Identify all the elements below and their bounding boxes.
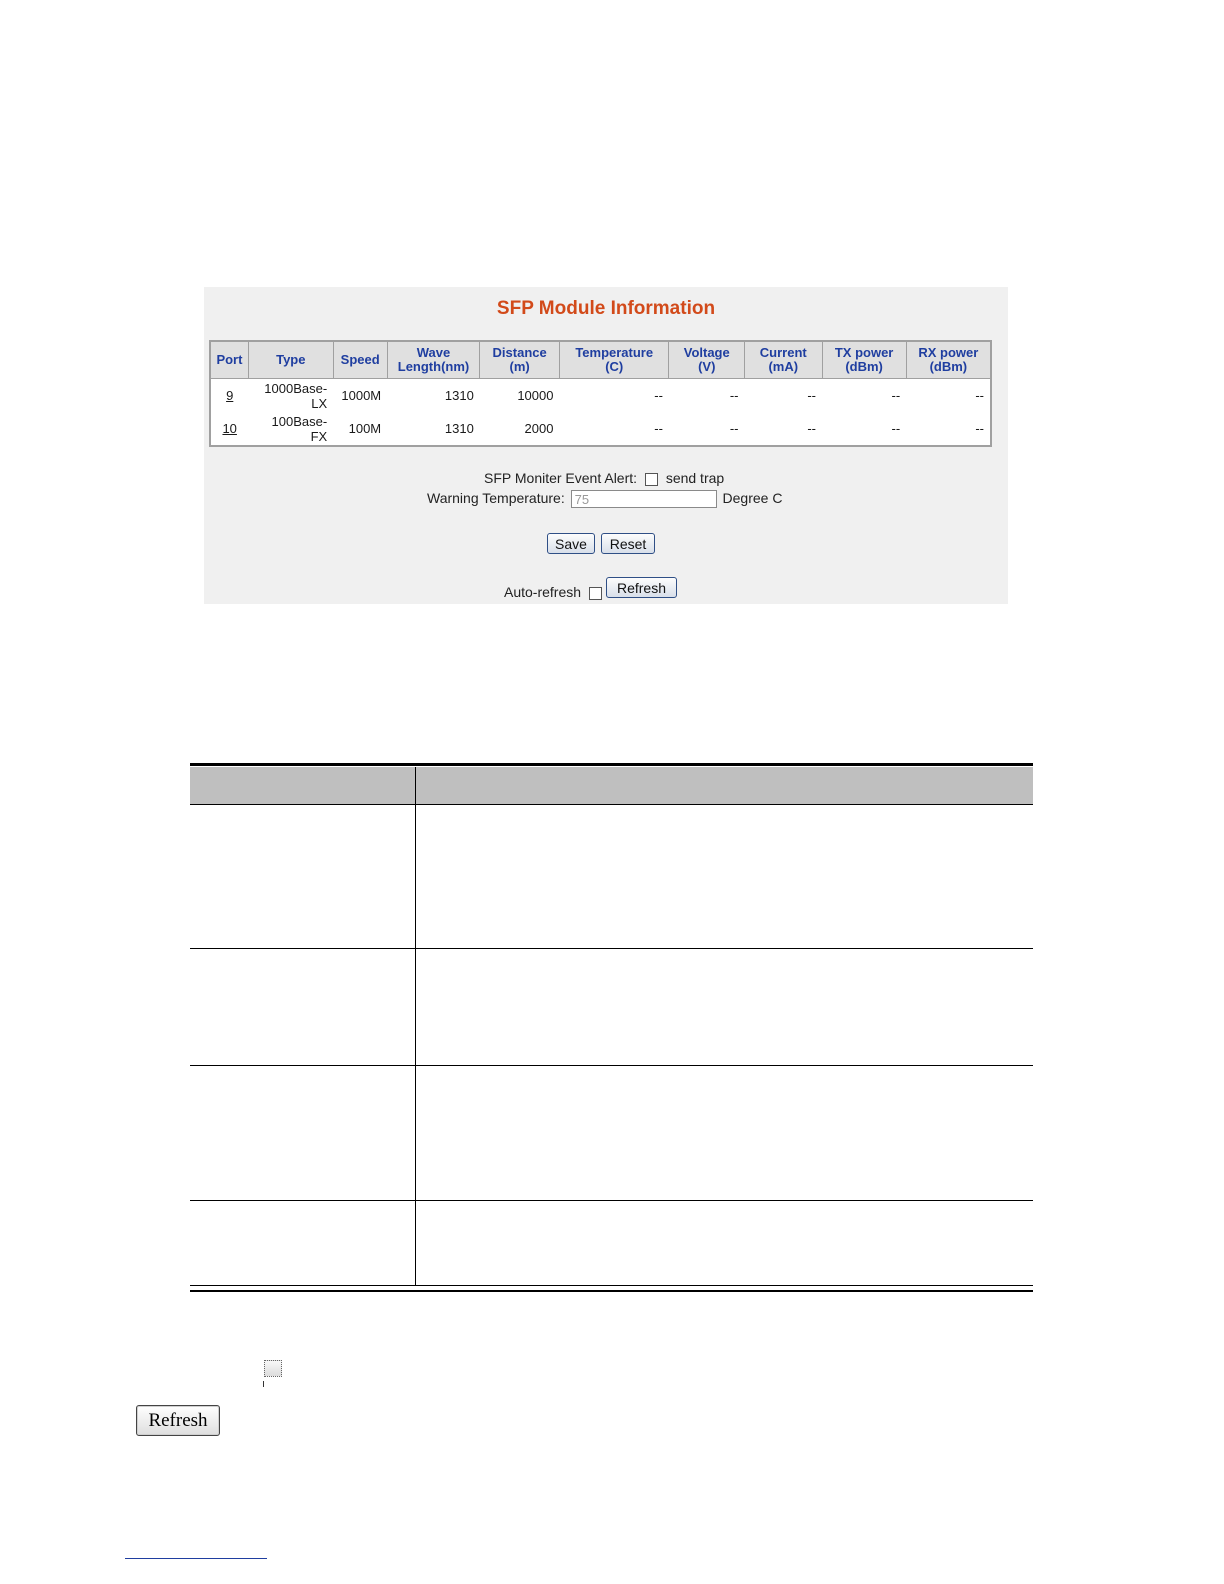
table-row xyxy=(190,1065,1033,1200)
checkbox-icon xyxy=(264,1360,282,1377)
table-row xyxy=(210,379,991,413)
speed-cell: 100M xyxy=(348,421,382,436)
port-cell[interactable] xyxy=(210,412,248,446)
col-voltage: Voltage (V) xyxy=(669,341,745,379)
object-cell xyxy=(190,1066,416,1200)
rx-power-cell: -- xyxy=(975,421,984,436)
save-button[interactable]: Save xyxy=(547,533,595,554)
event-alert-row xyxy=(484,470,724,486)
voltage-cell: -- xyxy=(729,421,739,436)
table-row xyxy=(190,948,1033,1065)
sfp-table xyxy=(209,340,992,447)
degree-label: Degree C xyxy=(722,490,783,506)
footnote-separator xyxy=(125,1558,267,1559)
header-cell-description xyxy=(416,767,1033,804)
col-type: Type xyxy=(248,341,333,379)
warning-temperature-row xyxy=(427,490,782,508)
wave-cell: 1310 xyxy=(444,388,474,403)
event-alert-label: SFP Moniter Event Alert: xyxy=(484,470,638,486)
col-speed: Speed xyxy=(333,341,387,379)
col-wave-length: Wave Length(nm) xyxy=(387,341,480,379)
col-port: Port xyxy=(210,341,248,379)
voltage-cell: -- xyxy=(729,388,739,403)
distance-cell: 2000 xyxy=(524,421,554,436)
description-cell xyxy=(416,949,1033,1065)
header-cell-object xyxy=(190,767,416,804)
table-row xyxy=(190,1200,1033,1285)
port-link[interactable]: 10 xyxy=(222,421,237,436)
description-table xyxy=(190,763,1033,1292)
table-bottom-rule xyxy=(190,1285,1033,1292)
send-trap-label: send trap xyxy=(665,470,725,486)
type-cell: 100Base- FX xyxy=(271,413,328,444)
rx-power-cell: -- xyxy=(975,388,984,403)
col-temperature: Temperature (C) xyxy=(559,341,669,379)
refresh-button[interactable]: Refresh xyxy=(606,577,677,598)
reset-button[interactable]: Reset xyxy=(601,533,655,554)
port-cell[interactable] xyxy=(210,379,248,413)
col-current: Current (mA) xyxy=(745,341,823,379)
distance-cell: 10000 xyxy=(517,388,554,403)
table-row xyxy=(210,412,991,446)
type-cell: 1000Base- LX xyxy=(264,380,328,411)
description-cell xyxy=(416,805,1033,948)
object-cell xyxy=(190,805,416,948)
cursor-mark xyxy=(263,1381,264,1387)
refresh-button-sample[interactable]: Refresh xyxy=(136,1405,220,1436)
col-rx-power: RX power (dBm) xyxy=(906,341,991,379)
auto-refresh-row xyxy=(504,584,606,600)
sfp-module-panel xyxy=(204,287,1008,604)
description-cell xyxy=(416,1066,1033,1200)
auto-refresh-label: Auto-refresh xyxy=(504,584,582,600)
tx-power-cell: -- xyxy=(891,421,901,436)
tx-power-cell: -- xyxy=(891,388,901,403)
description-table-header xyxy=(190,766,1033,804)
speed-cell: 1000M xyxy=(341,388,382,403)
page-title: SFP Module Information xyxy=(496,298,716,319)
object-cell xyxy=(190,949,416,1065)
object-cell xyxy=(190,1201,416,1285)
col-distance: Distance (m) xyxy=(480,341,560,379)
table-row xyxy=(190,804,1033,948)
temperature-cell: -- xyxy=(654,421,663,436)
warning-temperature-input[interactable]: 75 xyxy=(571,490,717,508)
auto-refresh-checkbox[interactable] xyxy=(589,587,602,600)
temperature-cell: -- xyxy=(654,388,663,403)
wave-cell: 1310 xyxy=(444,421,474,436)
table-header-row xyxy=(210,341,991,379)
col-tx-power: TX power (dBm) xyxy=(822,341,906,379)
current-cell: -- xyxy=(807,388,817,403)
send-trap-checkbox[interactable] xyxy=(645,473,658,486)
port-link[interactable]: 9 xyxy=(226,388,234,403)
current-cell: -- xyxy=(807,421,817,436)
warning-temperature-label: Warning Temperature: xyxy=(427,490,565,506)
description-cell xyxy=(416,1201,1033,1285)
